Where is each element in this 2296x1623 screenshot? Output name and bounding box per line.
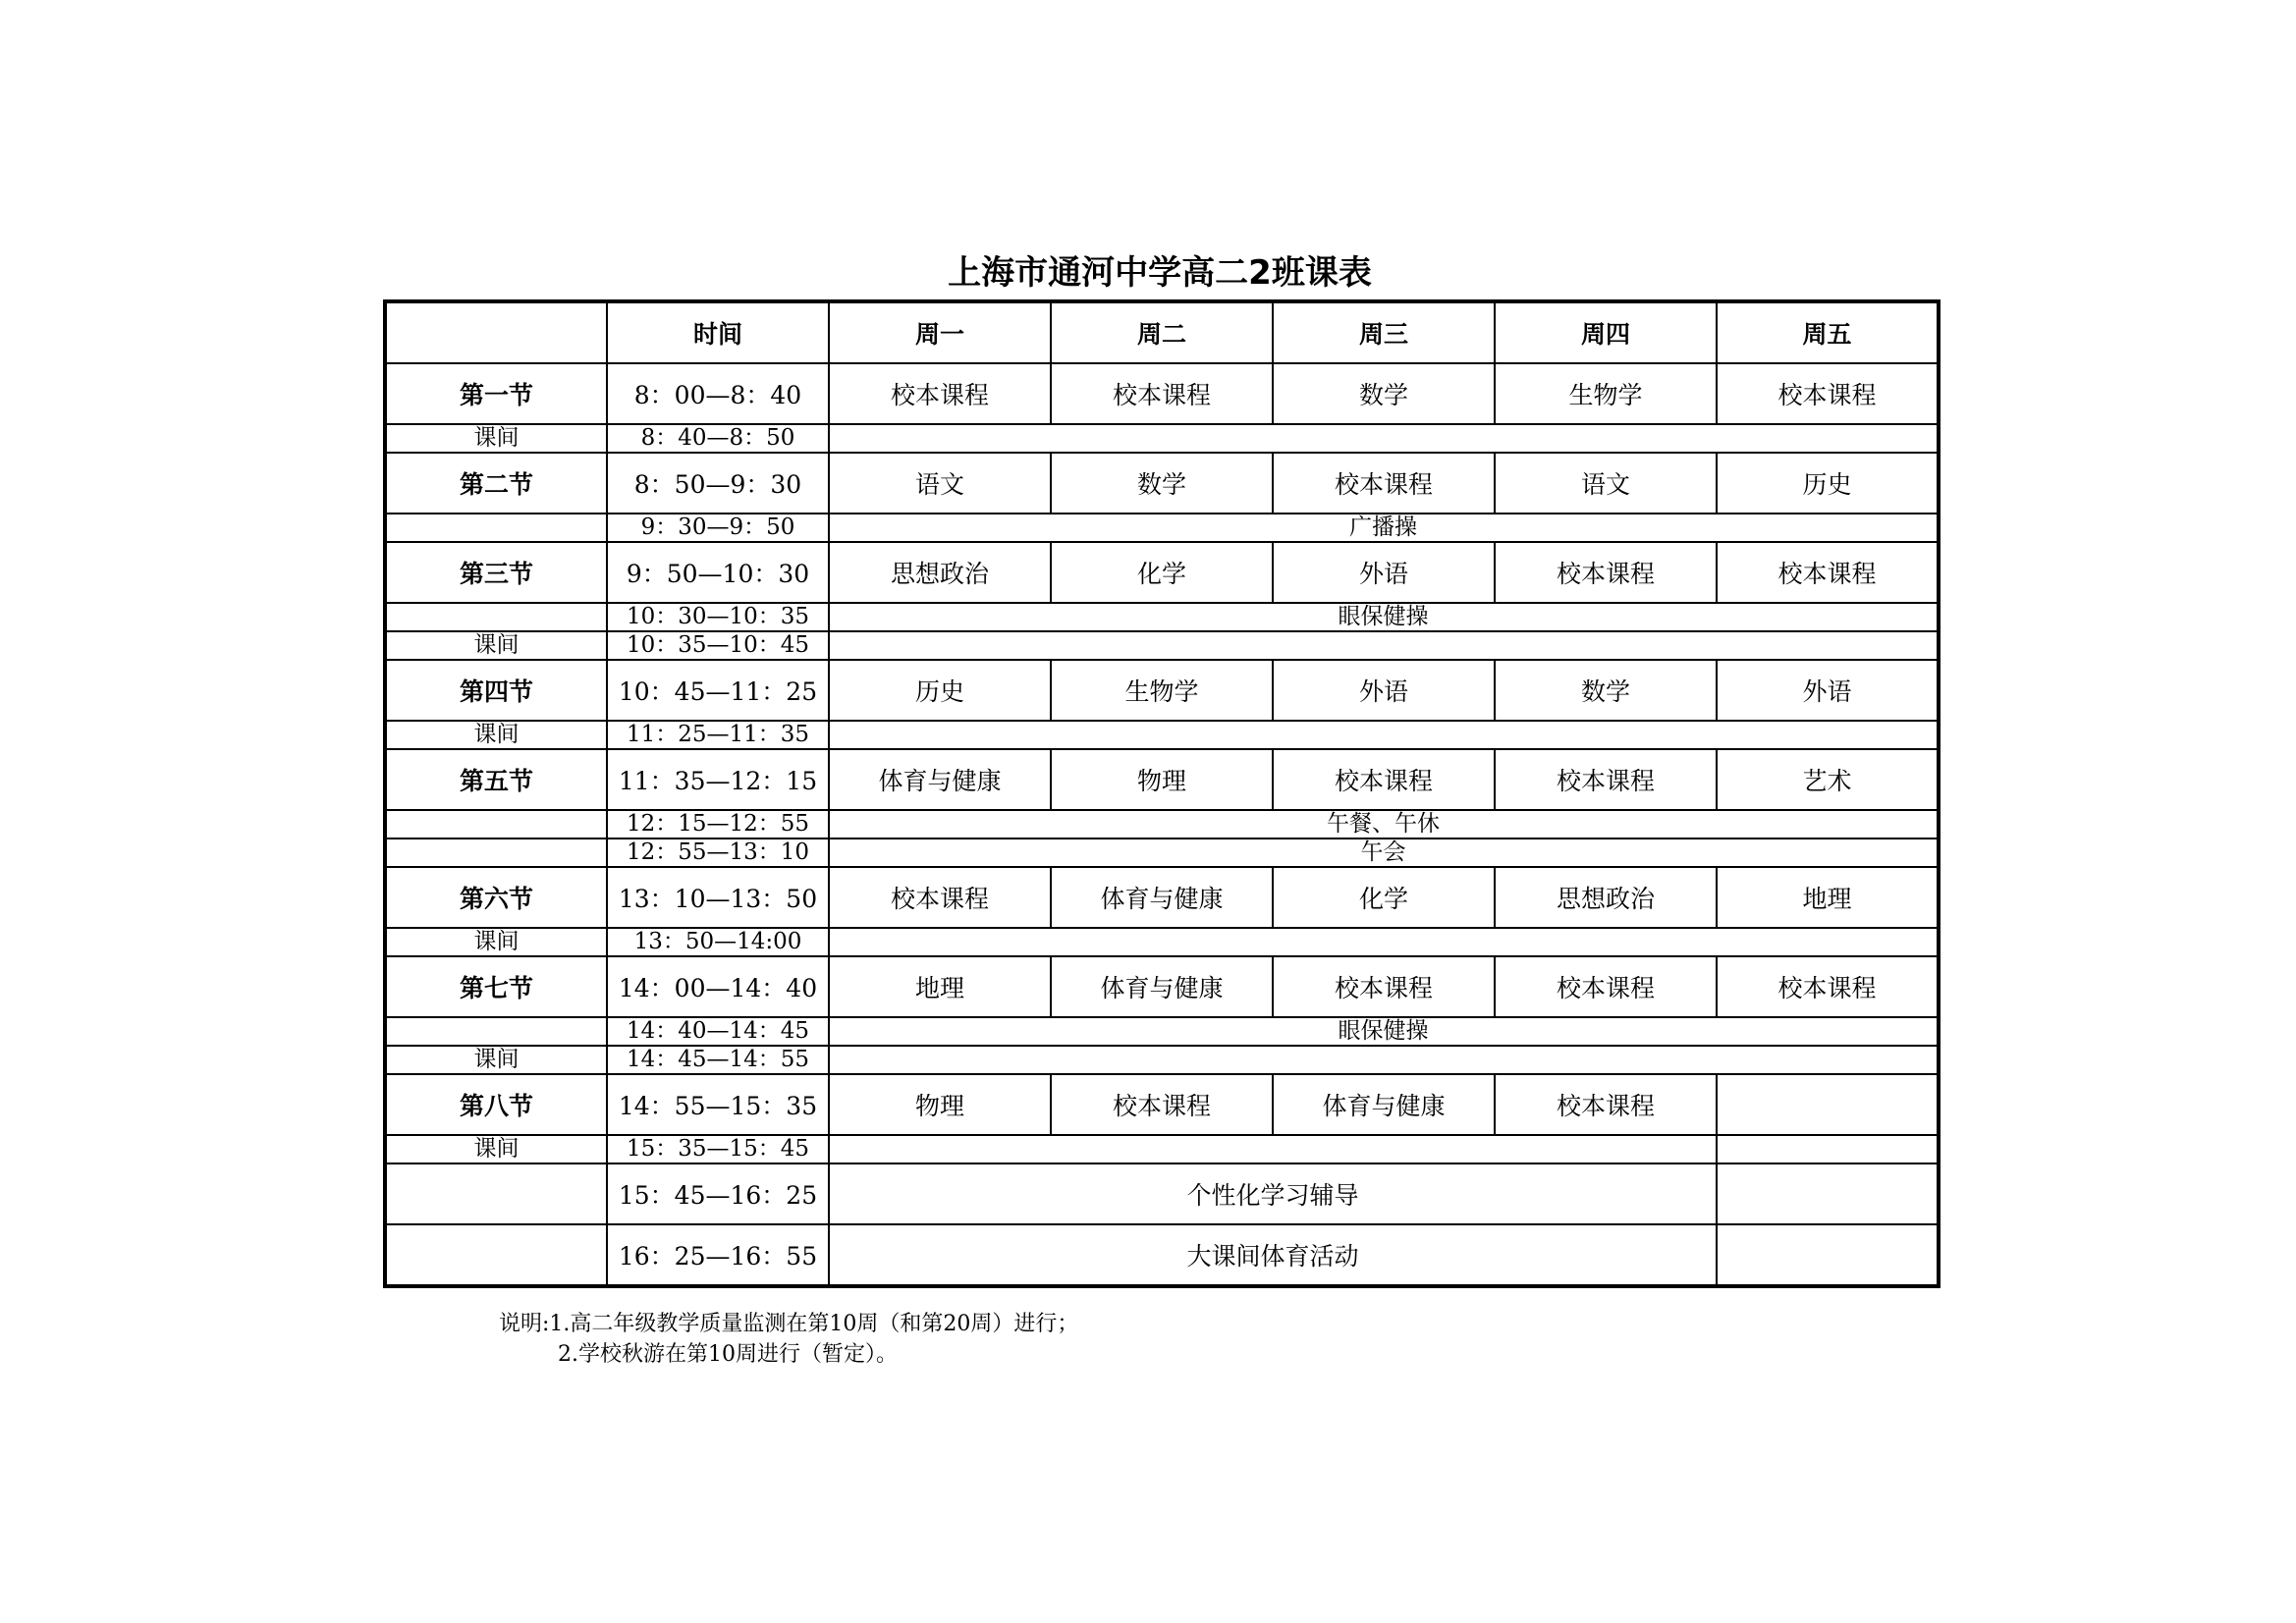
subject-cell: 思想政治 [829,542,1051,603]
time-cell: 13：50—14:00 [607,928,829,956]
time-cell: 8：40—8：50 [607,424,829,453]
break-label [829,1046,1939,1074]
time-cell: 10：35—10：45 [607,631,829,660]
subject-cell: 生物学 [1495,363,1717,424]
period-cell: 第六节 [385,867,607,928]
time-cell: 14：40—14：45 [607,1017,829,1046]
subject-cell: 校本课程 [1051,1074,1273,1135]
break-row [385,514,1939,542]
period-cell: 第三节 [385,542,607,603]
subject-cell: 校本课程 [1495,749,1717,810]
subject-cell: 历史 [1717,453,1939,514]
time-cell: 14：55—15：35 [607,1074,829,1135]
subject-cell: 校本课程 [1273,956,1495,1017]
activity-label: 大课间体育活动 [829,1224,1717,1286]
period-cell: 第二节 [385,453,607,514]
subject-cell: 体育与健康 [1051,867,1273,928]
break-row [385,810,1939,839]
break-row [385,1017,1939,1046]
class-row [385,542,1939,603]
day-header: 周五 [1717,301,1939,363]
break-label [829,721,1939,749]
break-label [829,631,1939,660]
subject-cell: 地理 [1717,867,1939,928]
break-row [385,928,1939,956]
period-cell: 第五节 [385,749,607,810]
time-cell: 12：15—12：55 [607,810,829,839]
period-cell: 第四节 [385,660,607,721]
period-cell [385,1224,607,1286]
subject-cell: 外语 [1717,660,1939,721]
subject-cell: 校本课程 [1717,542,1939,603]
break-row [385,631,1939,660]
subject-cell: 语文 [1495,453,1717,514]
period-cell: 课间 [385,424,607,453]
subject-cell: 校本课程 [829,363,1051,424]
note-2: 2.学校秋游在第10周进行（暂定）。 [558,1342,898,1367]
empty-cell [1717,1224,1939,1286]
timetable [383,299,1941,1288]
day-header: 周二 [1051,301,1273,363]
corner-cell [385,301,607,363]
subject-cell: 校本课程 [1273,749,1495,810]
time-cell: 15：45—16：25 [607,1163,829,1224]
class-row [385,660,1939,721]
time-cell: 13：10—13：50 [607,867,829,928]
time-cell: 12：55—13：10 [607,839,829,867]
period-cell [385,1163,607,1224]
subject-cell: 物理 [1051,749,1273,810]
subject-cell: 体育与健康 [1051,956,1273,1017]
note-1: 说明:1.高二年级教学质量监测在第10周（和第20周）进行； [499,1312,1079,1336]
subject-cell: 外语 [1273,542,1495,603]
subject-cell: 校本课程 [1051,363,1273,424]
subject-cell [1717,1074,1939,1135]
period-cell: 课间 [385,1046,607,1074]
notes [499,1309,1078,1370]
subject-cell: 数学 [1273,363,1495,424]
break-label: 午会 [829,839,1939,867]
break-row [385,1046,1939,1074]
subject-cell: 校本课程 [1495,956,1717,1017]
subject-cell: 化学 [1273,867,1495,928]
class-row [385,453,1939,514]
class-row [385,1074,1939,1135]
class-row [385,363,1939,424]
period-cell: 第七节 [385,956,607,1017]
period-cell: 第一节 [385,363,607,424]
subject-cell: 数学 [1051,453,1273,514]
subject-cell: 校本课程 [1717,363,1939,424]
class-row [385,956,1939,1017]
break-label: 午餐、午休 [829,810,1939,839]
period-cell [385,839,607,867]
page-title: 上海市通河中学高二2班课表 [948,253,1372,293]
break-row [385,1135,1939,1163]
activity-row [385,1224,1939,1286]
subject-cell: 地理 [829,956,1051,1017]
break-label: 眼保健操 [829,603,1939,631]
subject-cell: 物理 [829,1074,1051,1135]
period-cell: 课间 [385,721,607,749]
subject-cell: 校本课程 [829,867,1051,928]
day-header: 周四 [1495,301,1717,363]
time-cell: 10：30—10：35 [607,603,829,631]
subject-cell: 语文 [829,453,1051,514]
period-cell: 课间 [385,631,607,660]
subject-cell: 校本课程 [1495,1074,1717,1135]
empty-cell [1717,1163,1939,1224]
class-row [385,867,1939,928]
time-cell: 14：45—14：55 [607,1046,829,1074]
subject-cell: 校本课程 [1495,542,1717,603]
break-label: 广播操 [829,514,1939,542]
break-row [385,839,1939,867]
activity-label: 个性化学习辅导 [829,1163,1717,1224]
period-cell: 第八节 [385,1074,607,1135]
time-cell: 9：30—9：50 [607,514,829,542]
time-cell: 10：45—11：25 [607,660,829,721]
day-header: 周三 [1273,301,1495,363]
time-cell: 11：25—11：35 [607,721,829,749]
period-cell [385,603,607,631]
period-cell [385,810,607,839]
subject-cell: 艺术 [1717,749,1939,810]
break-label [829,1135,1717,1163]
break-label: 眼保健操 [829,1017,1939,1046]
time-cell: 14：00—14：40 [607,956,829,1017]
period-cell [385,514,607,542]
break-row [385,424,1939,453]
time-cell: 9：50—10：30 [607,542,829,603]
empty-cell [1717,1135,1939,1163]
class-row [385,749,1939,810]
header-row [385,301,1939,363]
subject-cell: 校本课程 [1717,956,1939,1017]
time-cell: 11：35—12：15 [607,749,829,810]
subject-cell: 思想政治 [1495,867,1717,928]
subject-cell: 化学 [1051,542,1273,603]
break-label [829,424,1939,453]
subject-cell: 校本课程 [1273,453,1495,514]
break-label [829,928,1939,956]
subject-cell: 历史 [829,660,1051,721]
activity-row [385,1163,1939,1224]
subject-cell: 数学 [1495,660,1717,721]
subject-cell: 体育与健康 [1273,1074,1495,1135]
time-cell: 8：50—9：30 [607,453,829,514]
subject-cell: 生物学 [1051,660,1273,721]
time-cell: 16：25—16：55 [607,1224,829,1286]
break-row [385,603,1939,631]
time-header: 时间 [607,301,829,363]
day-header: 周一 [829,301,1051,363]
subject-cell: 体育与健康 [829,749,1051,810]
subject-cell: 外语 [1273,660,1495,721]
time-cell: 8：00—8：40 [607,363,829,424]
period-cell [385,1017,607,1046]
period-cell: 课间 [385,1135,607,1163]
period-cell: 课间 [385,928,607,956]
time-cell: 15：35—15：45 [607,1135,829,1163]
break-row [385,721,1939,749]
